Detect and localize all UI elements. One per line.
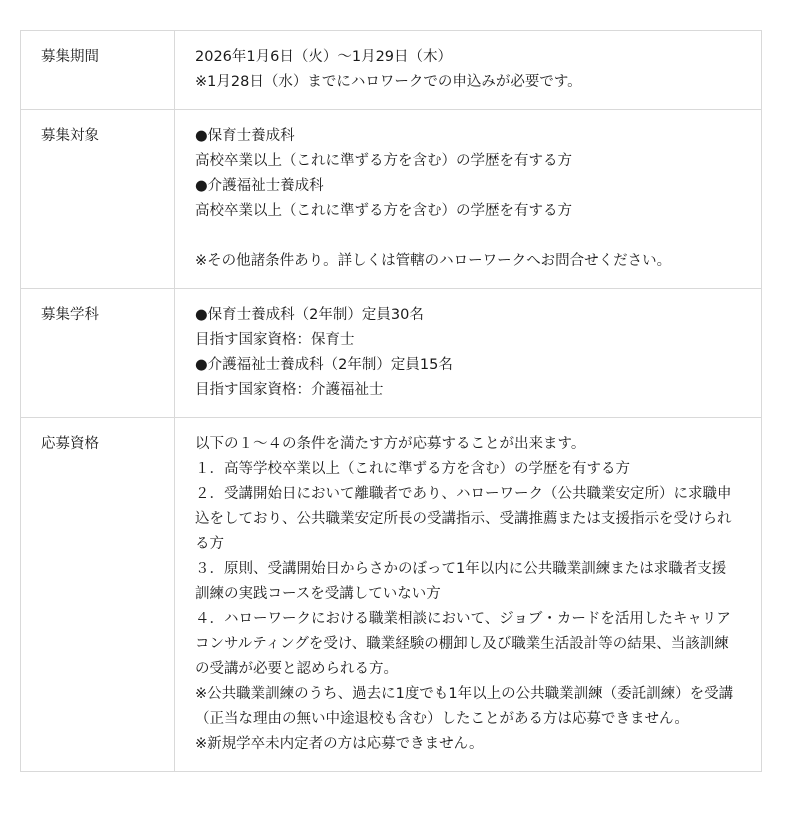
text-line: ※その他諸条件あり。詳しくは管轄のハローワークへお問合せください。 [195,253,672,269]
text-line: ４．ハローワークにおける職業相談において、ジョブ・カードを活用したキャリアコンサルティングを受け、職業経験の棚卸し及び職業生活設計等の結果、当該訓練の受講が必要と認められる方。 [195,611,731,677]
text-line: 高校卒業以上（これに準ずる方を含む）の学歴を有する方 [195,203,572,219]
row-value [175,289,762,418]
text-line: ●保育士養成科 [195,128,295,144]
text-line: ３．原則、受講開始日からさかのぼって1年以内に公共職業訓練または求職者支援訓練の実践コースを受講していない方 [195,561,727,602]
text-line: ２．受講開始日において離職者であり、ハローワーク（公共職業安定所）に求職申込をしており、公共職業安定所長の受講指示、受講推薦または支援指示を受けられる方 [195,486,732,552]
text-line: ※新規学卒未内定者の方は応募できません。 [195,736,484,752]
row-label: 募集対象 [21,110,175,289]
row-label: 募集期間 [21,31,175,110]
text-line: ※1月28日（水）までにハロワークでの申込みが必要です。 [195,74,582,90]
text-line: ●介護福祉士養成科 [195,178,324,194]
text-line: 高校卒業以上（これに準ずる方を含む）の学歴を有する方 [195,153,572,169]
row-value [175,418,762,772]
text-line: １．高等学校卒業以上（これに準ずる方を含む）の学歴を有する方 [195,461,630,477]
text-line: 目指す国家資格：保育士 [195,332,355,348]
text-line: 以下の１〜４の条件を満たす方が応募することが出来ます。 [195,436,586,452]
table-row-target [21,110,762,289]
blank-line [195,224,739,249]
text-line: 2026年1月6日（火）〜1月29日（木） [195,49,453,65]
recruitment-info-table [20,30,762,772]
table-row-courses [21,289,762,418]
row-value [175,110,762,289]
text-line: ●介護福祉士養成科（2年制）定員15名 [195,357,453,373]
row-label: 応募資格 [21,418,175,772]
text-line: ※公共職業訓練のうち、過去に1度でも1年以上の公共職業訓練（委託訓練）を受講（正当な理由の無い中途退校も含む）したことがある方は応募できません。 [195,686,734,727]
row-value [175,31,762,110]
text-line: ●保育士養成科（2年制）定員30名 [195,307,424,323]
text-line: 目指す国家資格：介護福祉士 [195,382,384,398]
table-row-eligibility [21,418,762,772]
table-row-period [21,31,762,110]
row-label: 募集学科 [21,289,175,418]
